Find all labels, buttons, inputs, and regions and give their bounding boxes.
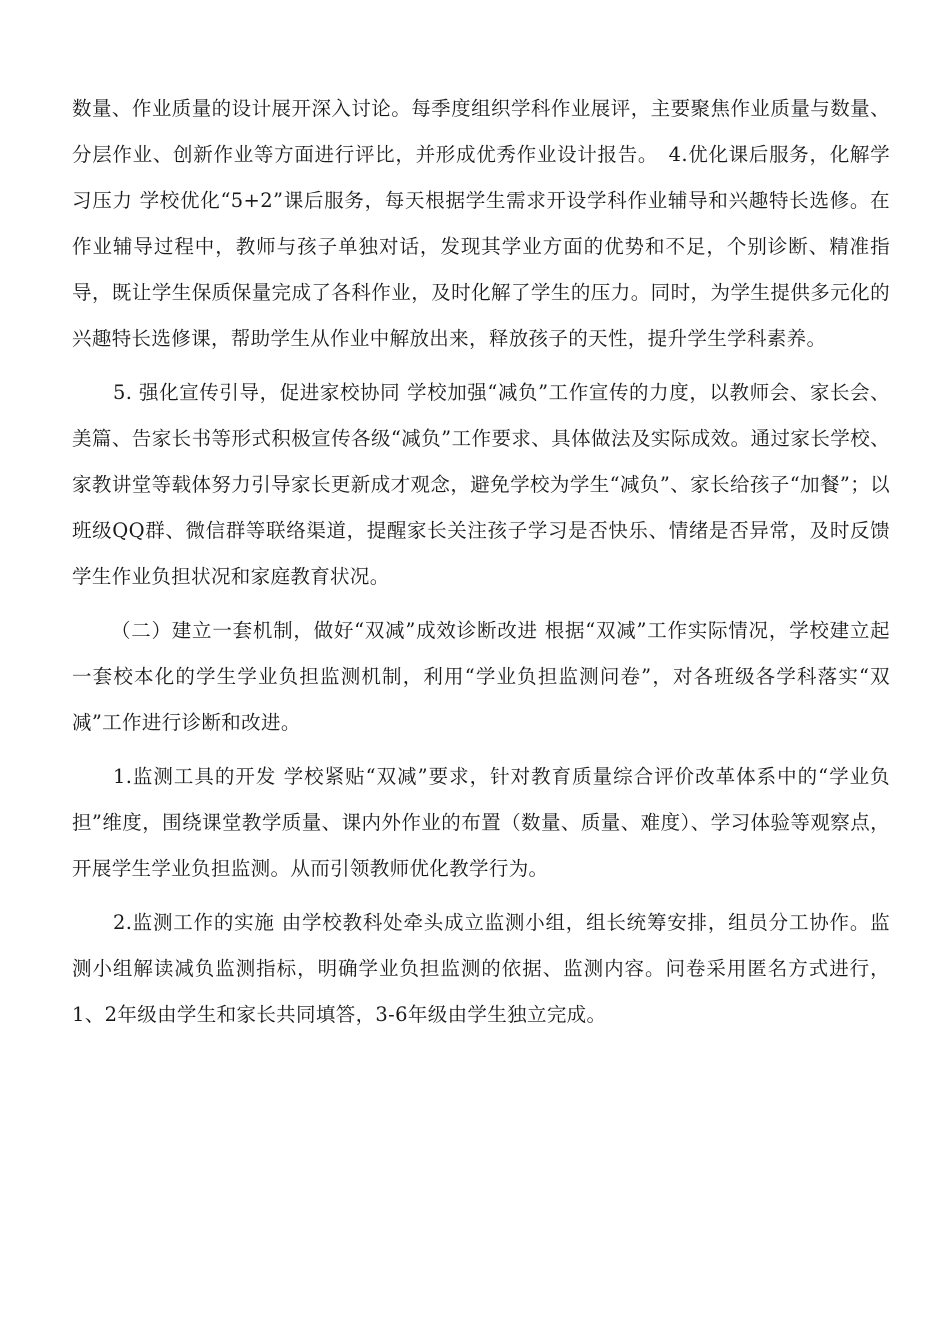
document-page [72, 86, 890, 1046]
paragraph-monitoring-implementation: 2.监测工作的实施 由学校教科处牵头成立监测小组，组长统筹安排，组员分工协作。监测小组解读减负监测指标，明确学业负担监测的依据、监测内容。问卷采用匿名方式进行，1、2年级由学生和家长共同填答，3-6年级由学生独立完成。 [72, 911, 890, 1026]
paragraph-monitoring-tool: 1.监测工具的开发 学校紧贴“双减”要求，针对教育质量综合评价改革体系中的“学业负担”维度，围绕课堂教学质量、课内外作业的布置（数量、质量、难度）、学习体验等观察点，开展学生学业负担监测。从而引领教师优化教学行为。 [72, 765, 890, 880]
paragraph-publicity-guidance: 5. 强化宣传引导，促进家校协同 学校加强“减负”工作宣传的力度，以教师会、家长会、美篇、告家长书等形式积极宣传各级“减负”工作要求、具体做法及实际成效。通过家长学校、家教讲堂等载体努力引导家长更新成才观念，避免学校为学生“减负”、家长给孩子“加餐”；以班级QQ群、微信群等联络渠道，提醒家长关注孩子学习是否快乐、情绪是否异常，及时反馈学生作业负担状况和家庭教育状况。 [72, 381, 890, 588]
paragraph-after-school-service: 数量、作业质量的设计展开深入讨论。每季度组织学科作业展评，主要聚焦作业质量与数量、分层作业、创新作业等方面进行评比，并形成优秀作业设计报告。 4.优化课后服务，化解学习压力 学校优化“5+2”课后服务，每天根据学生需求开设学科作业辅导和兴趣特长选修。在作业辅导过程中，教师与孩子单独对话，发现其学业方面的优势和不足，个别诊断、精准指导，既让学生保质保量完成了各科作业，及时化解了学生的压力。同时，为学生提供多元化的兴趣特长选修课，帮助学生从作业中解放出来，释放孩子的天性，提升学生学科素养。 [72, 97, 890, 350]
paragraph-mechanism-heading: （二）建立一套机制，做好“双减”成效诊断改进 根据“双减”工作实际情况，学校建立起一套校本化的学生学业负担监测机制，利用“学业负担监测问卷”，对各班级各学科落实“双减”工作进行诊断和改进。 [72, 619, 890, 734]
